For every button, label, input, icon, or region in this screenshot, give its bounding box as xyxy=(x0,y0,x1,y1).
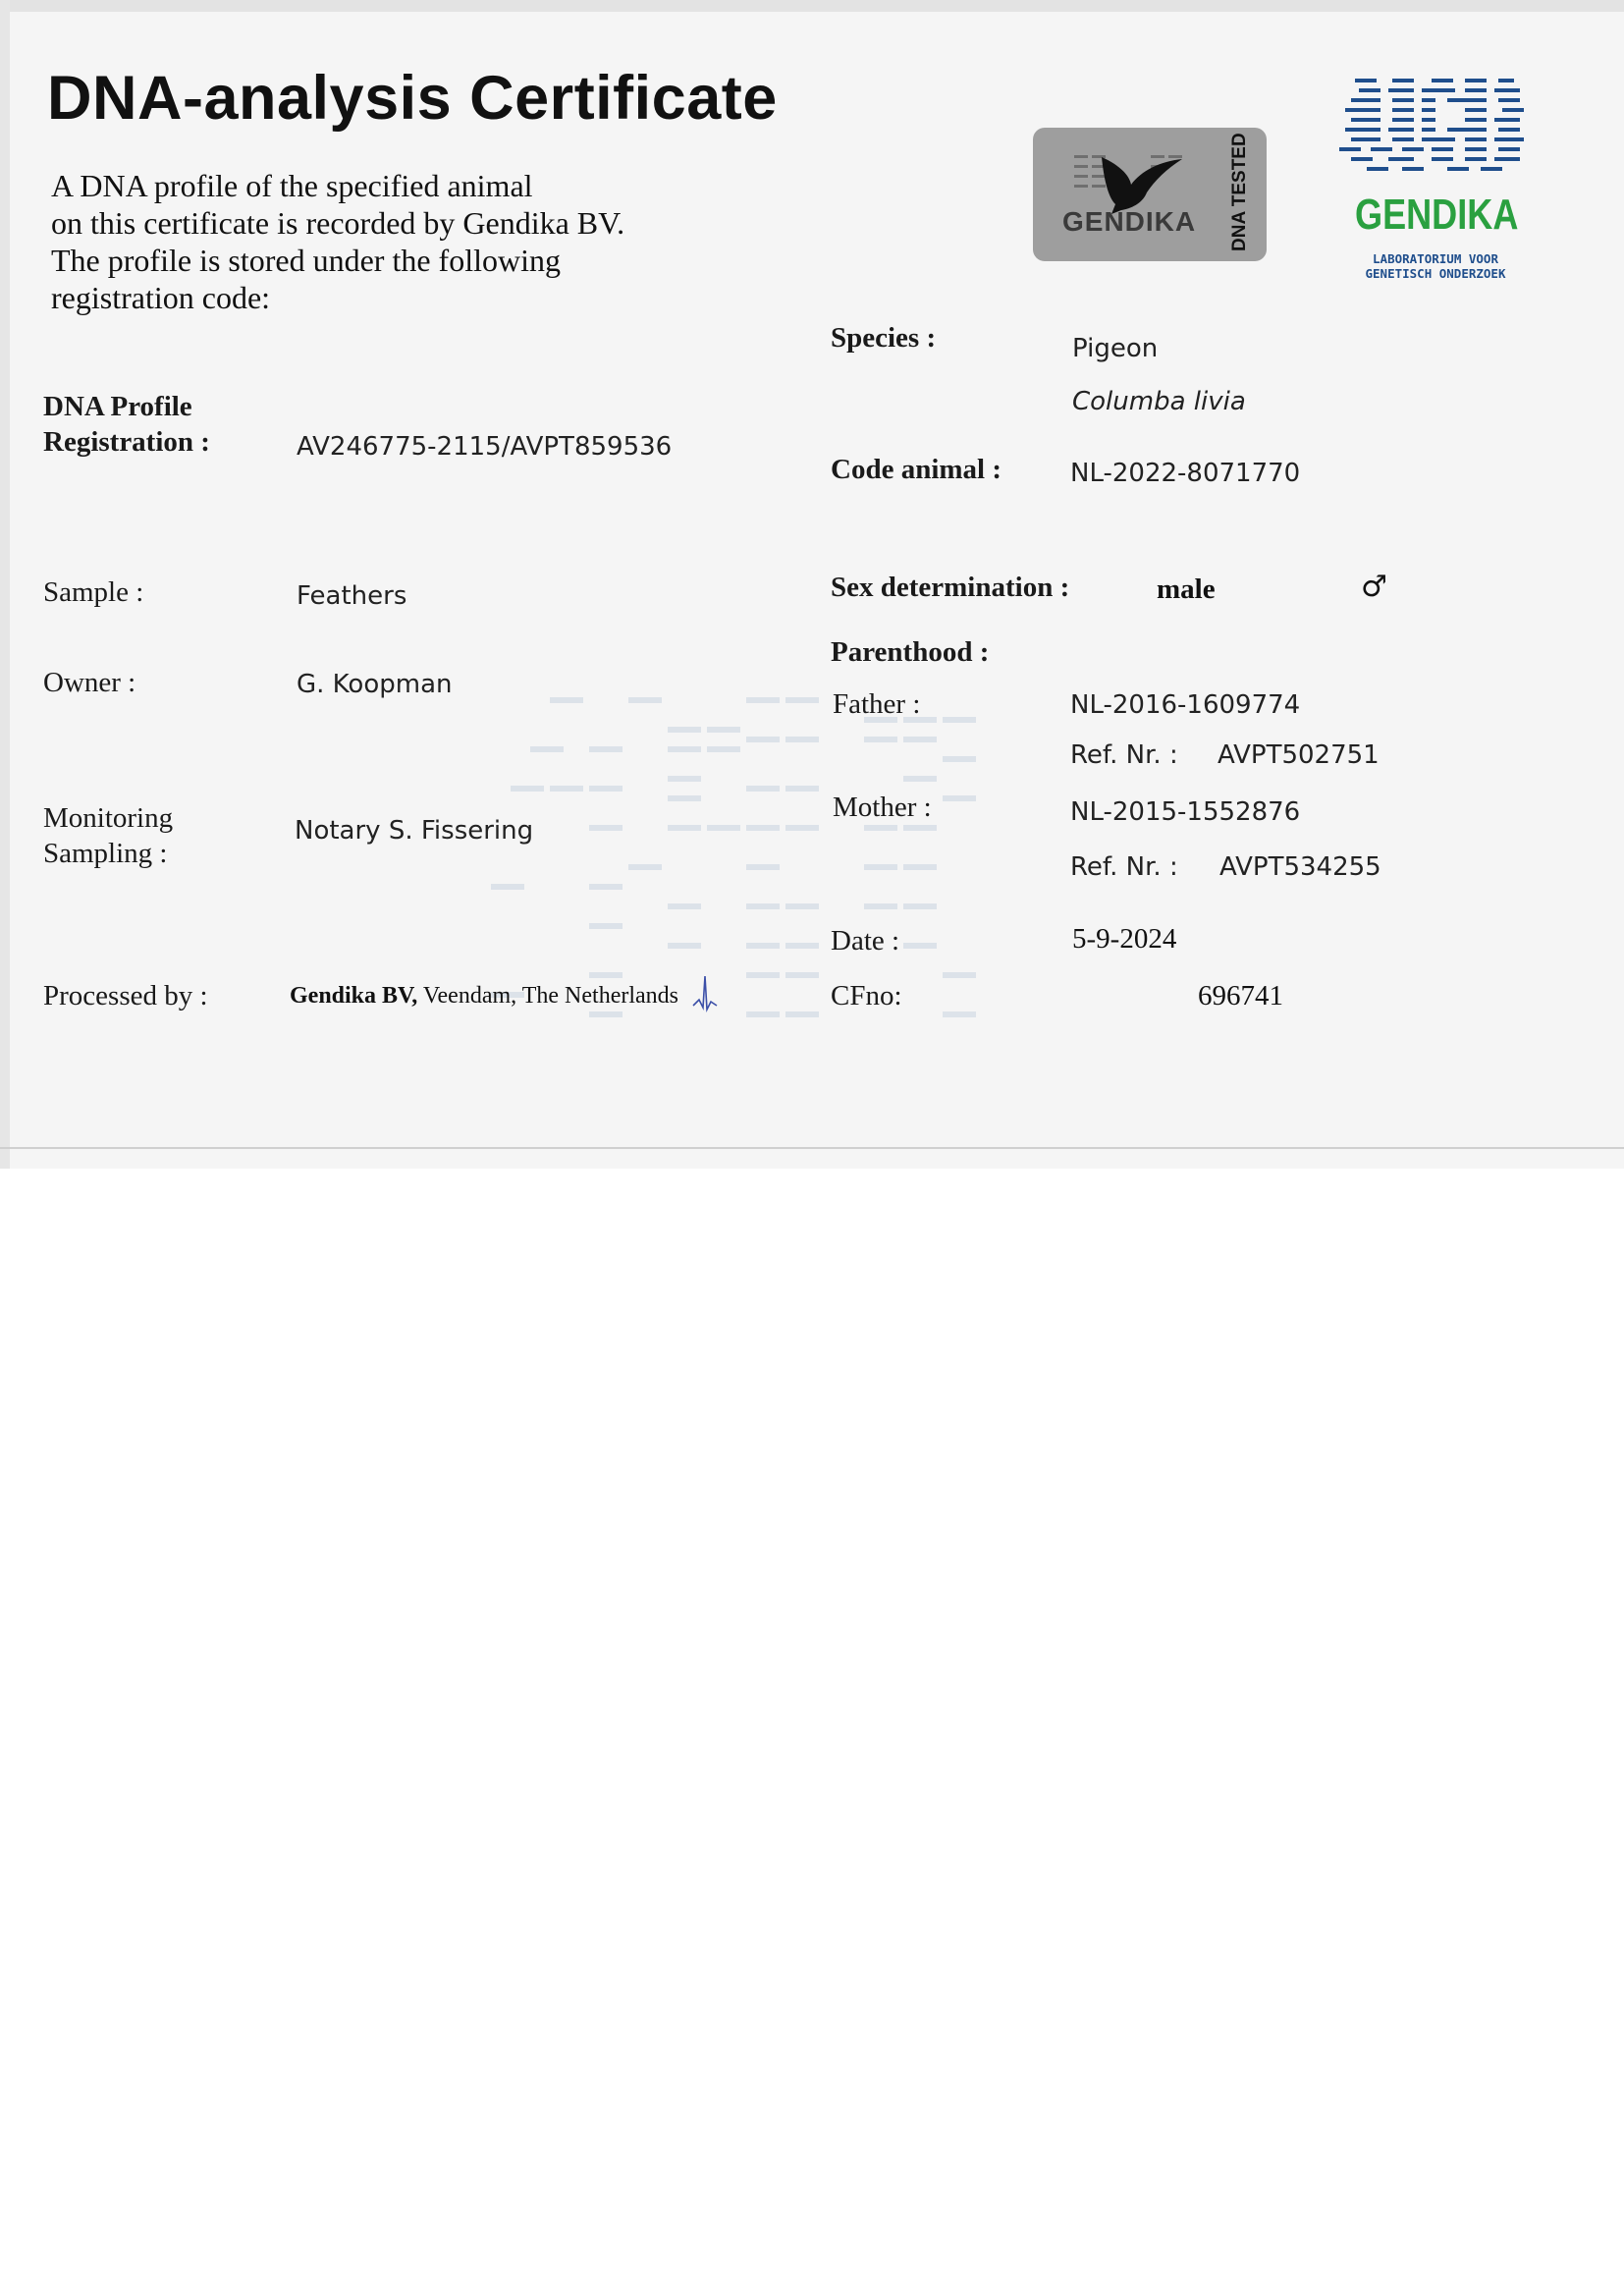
logo-brand-name: GENDIKA xyxy=(1355,191,1519,239)
species-common: Pigeon xyxy=(1072,334,1159,363)
monitoring-label-2: Sampling : xyxy=(43,838,168,869)
mother-ref-label: Ref. Nr. : xyxy=(1070,852,1178,882)
father-ref: AVPT502751 xyxy=(1218,740,1380,770)
page-title: DNA-analysis Certificate xyxy=(47,64,778,133)
intro-line: A DNA profile of the specified animal xyxy=(51,168,533,203)
scan-top-edge xyxy=(0,0,1624,12)
species-label: Species : xyxy=(831,322,937,354)
father-ref-label: Ref. Nr. : xyxy=(1070,740,1178,770)
mother-label: Mother : xyxy=(833,792,932,823)
scan-bottom-edge xyxy=(0,1147,1624,1149)
sex-label: Sex determination : xyxy=(831,572,1070,603)
father-label: Father : xyxy=(833,688,921,720)
parenthood-label: Parenthood : xyxy=(831,636,990,668)
registration-code: AV246775-2115/AVPT859536 xyxy=(297,432,673,462)
processed-label: Processed by : xyxy=(43,980,208,1011)
code-animal-label: Code animal : xyxy=(831,454,1001,485)
processed-value: Gendika BV, Veendam, The Netherlands xyxy=(290,983,678,1009)
signature-mark xyxy=(691,972,721,1013)
cfno-label: CFno: xyxy=(831,980,902,1011)
seal-side-text: DNA TESTED xyxy=(1229,133,1250,251)
father-code: NL-2016-1609774 xyxy=(1070,690,1301,720)
gendika-logo xyxy=(1337,75,1534,291)
intro-line: registration code: xyxy=(51,280,271,315)
intro-text xyxy=(51,167,624,316)
sample-value: Feathers xyxy=(297,581,407,611)
registration-label-1: DNA Profile xyxy=(43,391,192,422)
dna-tested-seal xyxy=(1033,128,1267,261)
owner-label: Owner : xyxy=(43,667,136,698)
intro-line: The profile is stored under the following xyxy=(51,243,561,278)
mother-ref: AVPT534255 xyxy=(1219,852,1381,882)
code-animal-value: NL-2022-8071770 xyxy=(1070,459,1301,488)
date-label: Date : xyxy=(831,925,900,957)
intro-line: on this certificate is recorded by Gendika BV. xyxy=(51,205,625,241)
scan-left-edge xyxy=(0,0,10,1169)
registration-label-2: Registration : xyxy=(43,426,210,458)
owner-value: G. Koopman xyxy=(297,670,453,699)
monitoring-label-1: Monitoring xyxy=(43,802,174,834)
seal-brand: GENDIKA xyxy=(1062,206,1197,237)
mother-code: NL-2015-1552876 xyxy=(1070,797,1301,827)
male-symbol-icon: ♂ xyxy=(1361,570,1387,604)
sample-label: Sample : xyxy=(43,576,144,608)
logo-subtitle: LABORATORIUM VOOR GENETISCH ONDERZOEK xyxy=(1365,251,1506,281)
species-latin: Columba livia xyxy=(1072,387,1246,416)
dna-bars-icon xyxy=(1337,75,1534,185)
cfno-value: 696741 xyxy=(1198,980,1283,1011)
monitoring-value: Notary S. Fissering xyxy=(295,816,534,846)
date-value: 5-9-2024 xyxy=(1072,923,1177,955)
sex-value: male xyxy=(1157,574,1216,605)
